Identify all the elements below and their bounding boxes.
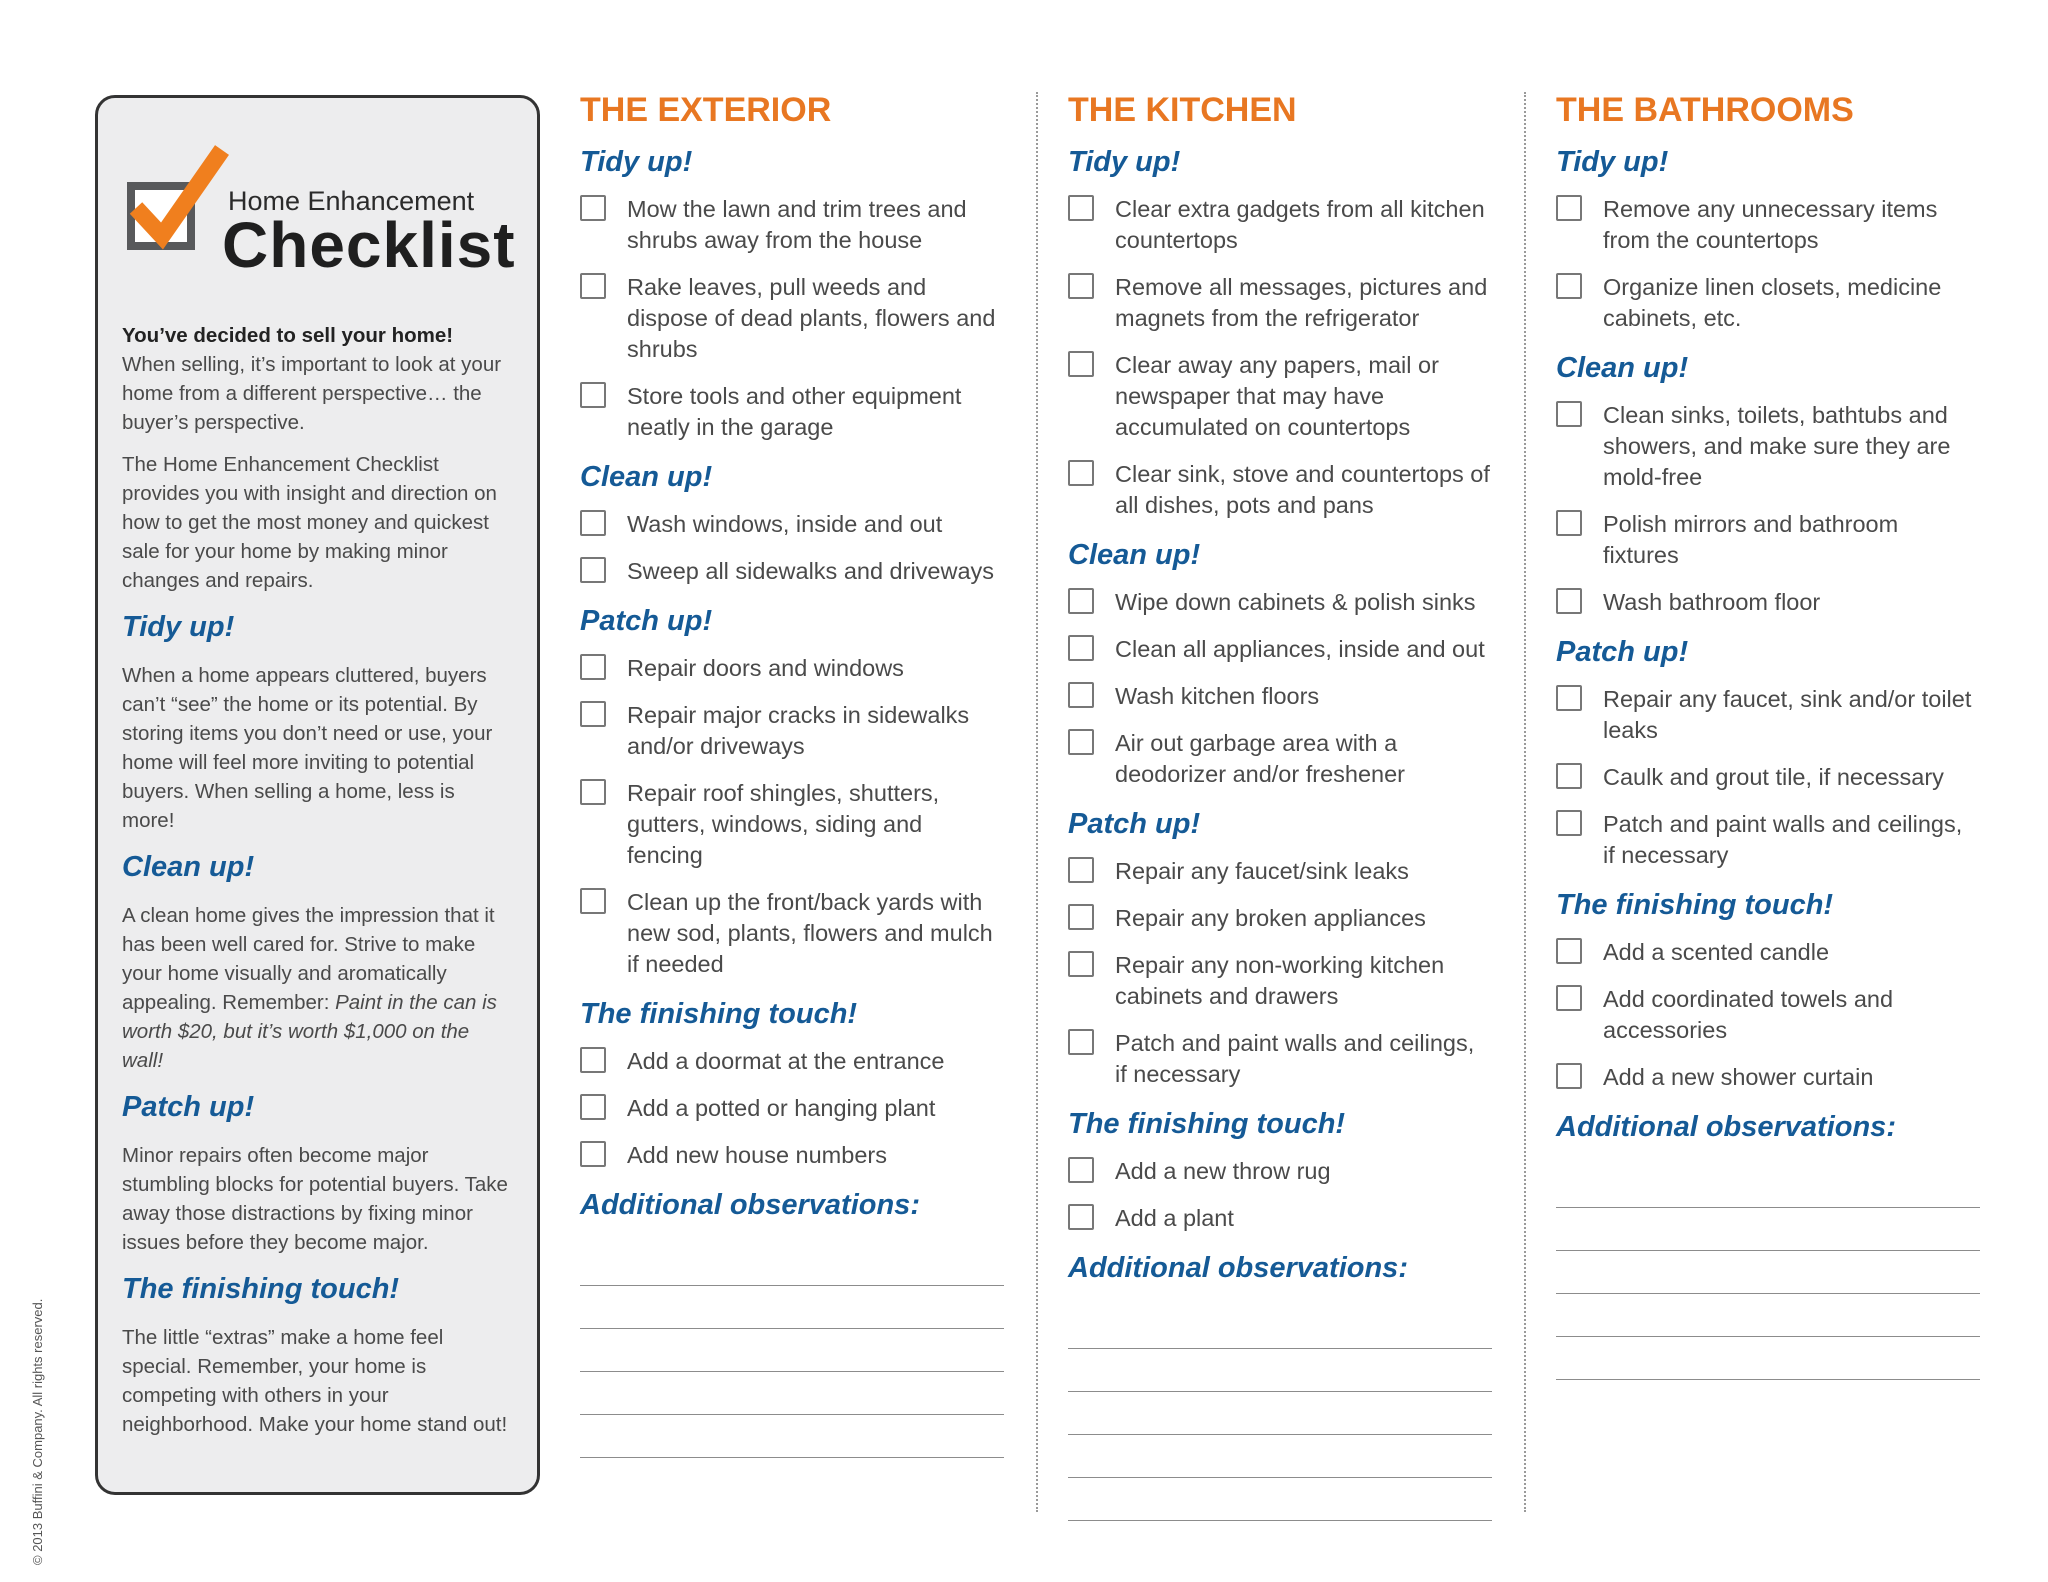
checklist-item-label: Polish mirrors and bathroom fixtures: [1603, 511, 1899, 568]
checklist-item[interactable]: [1068, 459, 1492, 521]
checklist-item[interactable]: [1556, 400, 1980, 493]
checkbox[interactable]: [1556, 763, 1582, 789]
sidebar-clean-text: [122, 901, 509, 1075]
section-heading-clean-up: Clean up!: [1556, 352, 1689, 384]
checkbox[interactable]: [1068, 1157, 1094, 1183]
copyright-notice: © 2013 Buffini & Company. All rights reserved.: [30, 1298, 45, 1565]
checklist-item[interactable]: [1556, 509, 1980, 571]
checklist-item[interactable]: [1556, 762, 1980, 793]
logo-subtitle: Home Enhancement: [228, 186, 475, 216]
checklist-item[interactable]: [580, 700, 1004, 762]
checklist-item[interactable]: [580, 272, 1004, 365]
checklist-item-label: Caulk and grout tile, if necessary: [1603, 764, 1944, 790]
checklist-item-label: Add a doormat at the entrance: [627, 1048, 945, 1074]
checkbox[interactable]: [1068, 682, 1094, 708]
checklist-item[interactable]: [1556, 809, 1980, 871]
sidebar-clean-heading: Clean up!: [122, 851, 255, 883]
checklist-item-label: Patch and paint walls and ceilings, if necessary: [1115, 1030, 1475, 1087]
checkbox[interactable]: [580, 654, 606, 680]
checklist-item[interactable]: [1068, 681, 1492, 712]
checklist-item-label: Repair any non-working kitchen cabinets and drawers: [1115, 952, 1445, 1009]
checklist-item[interactable]: [580, 509, 1004, 540]
checklist-item-label: Clear away any papers, mail or newspaper that may have accumulated on countertops: [1115, 352, 1439, 440]
checkbox[interactable]: [1556, 985, 1582, 1011]
checkbox[interactable]: [1068, 635, 1094, 661]
column-title: THE BATHROOMS: [1556, 91, 1854, 129]
checklist-item[interactable]: [1556, 984, 1980, 1046]
checkbox[interactable]: [1068, 1204, 1094, 1230]
checklist-item[interactable]: [1068, 634, 1492, 665]
checklist-item-label: Repair major cracks in sidewalks and/or driveways: [627, 702, 970, 759]
checkbox[interactable]: [1068, 951, 1094, 977]
checkbox[interactable]: [1556, 938, 1582, 964]
kitchen-column: [1068, 92, 1492, 1521]
checklist-item-label: Add new house numbers: [627, 1142, 887, 1168]
checkbox[interactable]: [1556, 510, 1582, 536]
checkbox[interactable]: [1068, 904, 1094, 930]
observation-lines[interactable]: [1556, 1165, 1980, 1380]
checkbox[interactable]: [580, 1141, 606, 1167]
section-heading-clean-up: Clean up!: [580, 461, 713, 493]
section-heading-patch-up: Patch up!: [1556, 636, 1689, 668]
checkbox[interactable]: [580, 557, 606, 583]
column-title: THE EXTERIOR: [580, 91, 832, 129]
checklist-item[interactable]: [1556, 1062, 1980, 1093]
checkbox[interactable]: [580, 888, 606, 914]
logo-title: Checklist: [222, 209, 516, 281]
checklist-item-label: Add a new shower curtain: [1603, 1064, 1874, 1090]
observations-heading: Additional observations:: [580, 1189, 920, 1221]
section-heading-the-finishing-touch: The finishing touch!: [1556, 889, 1834, 921]
checklist-item[interactable]: [1068, 1156, 1492, 1187]
checkbox[interactable]: [580, 1047, 606, 1073]
checklist-item[interactable]: [1068, 272, 1492, 334]
checklist-item-label: Clear sink, stove and countertops of all dishes, pots and pans: [1115, 461, 1490, 518]
checklist-item-label: Clear extra gadgets from all kitchen countertops: [1115, 196, 1485, 253]
checklist-item[interactable]: [1068, 1203, 1492, 1234]
checklist-item-label: Repair roof shingles, shutters, gutters, windows, siding and fencing: [627, 780, 940, 868]
sidebar-patch-text: Minor repairs often become major stumbling blocks for potential buyers. Take away those distractions by fixing minor issues before they become major.: [122, 1144, 508, 1254]
checkbox[interactable]: [1068, 857, 1094, 883]
sidebar-tidy-text: When a home appears cluttered, buyers can’t “see” the home or its potential. By storing items you don’t need or use, your home will feel more inviting to potential buyers. When selling a home, less is more!: [122, 664, 493, 832]
checklist-item[interactable]: [1556, 194, 1980, 256]
checklist-item-label: Clean sinks, toilets, bathtubs and showers, and make sure they are mold-free: [1603, 402, 1951, 490]
checklist-item-label: Add coordinated towels and accessories: [1603, 986, 1894, 1043]
observation-lines[interactable]: [1068, 1306, 1492, 1521]
sidebar-finish-heading: The finishing touch!: [122, 1273, 400, 1305]
sidebar-patch-heading: Patch up!: [122, 1091, 255, 1123]
section-heading-the-finishing-touch: The finishing touch!: [580, 998, 858, 1030]
checkbox[interactable]: [1068, 588, 1094, 614]
checklist-item-label: Repair any faucet/sink leaks: [1115, 858, 1409, 884]
checklist-item[interactable]: [1556, 684, 1980, 746]
checklist-item-label: Clean all appliances, inside and out: [1115, 636, 1485, 662]
checklist-item[interactable]: [1068, 950, 1492, 1012]
checkbox[interactable]: [1068, 195, 1094, 221]
checklist-item-label: Add a plant: [1115, 1205, 1234, 1231]
writing-line[interactable]: [1556, 1337, 1980, 1380]
checklist-item[interactable]: [1556, 272, 1980, 334]
writing-line[interactable]: [1556, 1294, 1980, 1337]
checkbox[interactable]: [580, 701, 606, 727]
checklist-item-label: Wash bathroom floor: [1603, 589, 1821, 615]
section-heading-the-finishing-touch: The finishing touch!: [1068, 1108, 1346, 1140]
writing-line[interactable]: [1068, 1392, 1492, 1435]
checkbox[interactable]: [580, 1094, 606, 1120]
section-heading-tidy-up: Tidy up!: [1556, 146, 1669, 178]
checklist-item[interactable]: [580, 556, 1004, 587]
checklist-item-label: Repair any faucet, sink and/or toilet leaks: [1603, 686, 1972, 743]
checklist-item-label: Wipe down cabinets & polish sinks: [1115, 589, 1476, 615]
checklist-item-label: Organize linen closets, medicine cabinets, etc.: [1603, 274, 1942, 331]
checklist-item-label: Air out garbage area with a deodorizer and/or freshener: [1115, 730, 1406, 787]
checklist-item[interactable]: [580, 887, 1004, 980]
checklist-logo: [122, 138, 516, 281]
checkbox[interactable]: [580, 382, 606, 408]
writing-line[interactable]: [1068, 1349, 1492, 1392]
writing-line[interactable]: [1556, 1165, 1980, 1208]
checklist-item-label: Repair any broken appliances: [1115, 905, 1426, 931]
checklist-item[interactable]: [580, 1093, 1004, 1124]
exterior-column: [580, 92, 1004, 1458]
checkbox[interactable]: [1556, 195, 1582, 221]
observation-lines[interactable]: [580, 1243, 1004, 1458]
checkbox[interactable]: [1556, 588, 1582, 614]
checkbox[interactable]: [580, 273, 606, 299]
checklist-item[interactable]: [1068, 856, 1492, 887]
writing-line[interactable]: [1556, 1251, 1980, 1294]
intro-text-2: The Home Enhancement Checklist provides you with insight and direction on how to get the most money and quickest sale for your home by making minor changes and repairs.: [122, 453, 497, 592]
section-heading-patch-up: Patch up!: [580, 605, 713, 637]
column-divider: [1524, 92, 1526, 1512]
writing-line[interactable]: [1068, 1478, 1492, 1521]
checklist-item-label: Patch and paint walls and ceilings, if necessary: [1603, 811, 1963, 868]
checkbox[interactable]: [1068, 273, 1094, 299]
checklist-item[interactable]: [1068, 350, 1492, 443]
section-heading-tidy-up: Tidy up!: [1068, 146, 1181, 178]
checkbox[interactable]: [1068, 1029, 1094, 1055]
column-title: THE KITCHEN: [1068, 91, 1297, 129]
sidebar-clean-quote: Paint in the can is worth $20, but it’s worth $1,000 on the wall!: [122, 991, 497, 1072]
writing-line[interactable]: [580, 1372, 1004, 1415]
checklist-item-label: Add a new throw rug: [1115, 1158, 1331, 1184]
checkbox[interactable]: [1068, 351, 1094, 377]
checklist-item[interactable]: [580, 1046, 1004, 1077]
checklist-item[interactable]: [1556, 587, 1980, 618]
checkbox[interactable]: [580, 779, 606, 805]
section-heading-patch-up: Patch up!: [1068, 808, 1201, 840]
checkbox[interactable]: [580, 195, 606, 221]
writing-line[interactable]: [580, 1286, 1004, 1329]
checklist-item[interactable]: [580, 653, 1004, 684]
checklist-item-label: Repair doors and windows: [627, 655, 904, 681]
observations-heading: Additional observations:: [1068, 1252, 1408, 1284]
checkbox[interactable]: [1556, 810, 1582, 836]
intro-lead: You’ve decided to sell your home!: [122, 324, 454, 347]
checklist-item-label: Remove any unnecessary items from the countertops: [1603, 196, 1938, 253]
checklist-item-label: Rake leaves, pull weeds and dispose of dead plants, flowers and shrubs: [627, 274, 996, 362]
checklist-item[interactable]: [1068, 903, 1492, 934]
checklist-item[interactable]: [1556, 937, 1980, 968]
checkbox[interactable]: [1556, 685, 1582, 711]
checkbox[interactable]: [1068, 460, 1094, 486]
checklist-item[interactable]: [1068, 194, 1492, 256]
writing-line[interactable]: [1556, 1208, 1980, 1251]
checkmark-icon: [122, 138, 232, 258]
checklist-item-label: Add a scented candle: [1603, 939, 1830, 965]
checkbox[interactable]: [1556, 273, 1582, 299]
checklist-item[interactable]: [580, 381, 1004, 443]
bathrooms-column: [1556, 92, 1980, 1380]
checklist-item[interactable]: [1068, 587, 1492, 618]
intro-text: When selling, it’s important to look at your home from a different perspective… the buyer’s perspective.: [122, 353, 502, 434]
checklist-item[interactable]: [580, 1140, 1004, 1171]
checklist-item[interactable]: [580, 194, 1004, 256]
checklist-item-label: Wash kitchen floors: [1115, 683, 1320, 709]
checklist-item-label: Add a potted or hanging plant: [627, 1095, 936, 1121]
writing-line[interactable]: [580, 1415, 1004, 1458]
checklist-item-label: Wash windows, inside and out: [627, 511, 943, 537]
column-divider: [1036, 92, 1038, 1512]
observations-heading: Additional observations:: [1556, 1111, 1896, 1143]
checklist-item[interactable]: [1068, 728, 1492, 790]
checklist-item[interactable]: [580, 778, 1004, 871]
section-heading-tidy-up: Tidy up!: [580, 146, 693, 178]
sidebar-tidy-heading: Tidy up!: [122, 611, 235, 643]
checkbox[interactable]: [1556, 1063, 1582, 1089]
writing-line[interactable]: [580, 1329, 1004, 1372]
writing-line[interactable]: [1068, 1435, 1492, 1478]
section-heading-clean-up: Clean up!: [1068, 539, 1201, 571]
writing-line[interactable]: [1068, 1306, 1492, 1349]
checklist-item[interactable]: [1068, 1028, 1492, 1090]
intro-panel: [95, 95, 540, 1495]
checklist-item-label: Clean up the front/back yards with new sod, plants, flowers and mulch if needed: [627, 889, 993, 977]
sidebar-clean-body: A clean home gives the impression that it has been well cared for. Strive to make your home visually and aromatically appealing. Remember:: [122, 904, 495, 1014]
checklist-item-label: Sweep all sidewalks and driveways: [627, 558, 995, 584]
checklist-item-label: Store tools and other equipment neatly in the garage: [627, 383, 962, 440]
checklist-item-label: Mow the lawn and trim trees and shrubs away from the house: [627, 196, 967, 253]
checklist-item-label: Remove all messages, pictures and magnets from the refrigerator: [1115, 274, 1488, 331]
writing-line[interactable]: [580, 1243, 1004, 1286]
checkbox[interactable]: [1556, 401, 1582, 427]
checkbox[interactable]: [580, 510, 606, 536]
checkbox[interactable]: [1068, 729, 1094, 755]
sidebar-finish-text: The little “extras” make a home feel special. Remember, your home is competing with others in your neighborhood. Make your home stand out!: [122, 1326, 508, 1436]
